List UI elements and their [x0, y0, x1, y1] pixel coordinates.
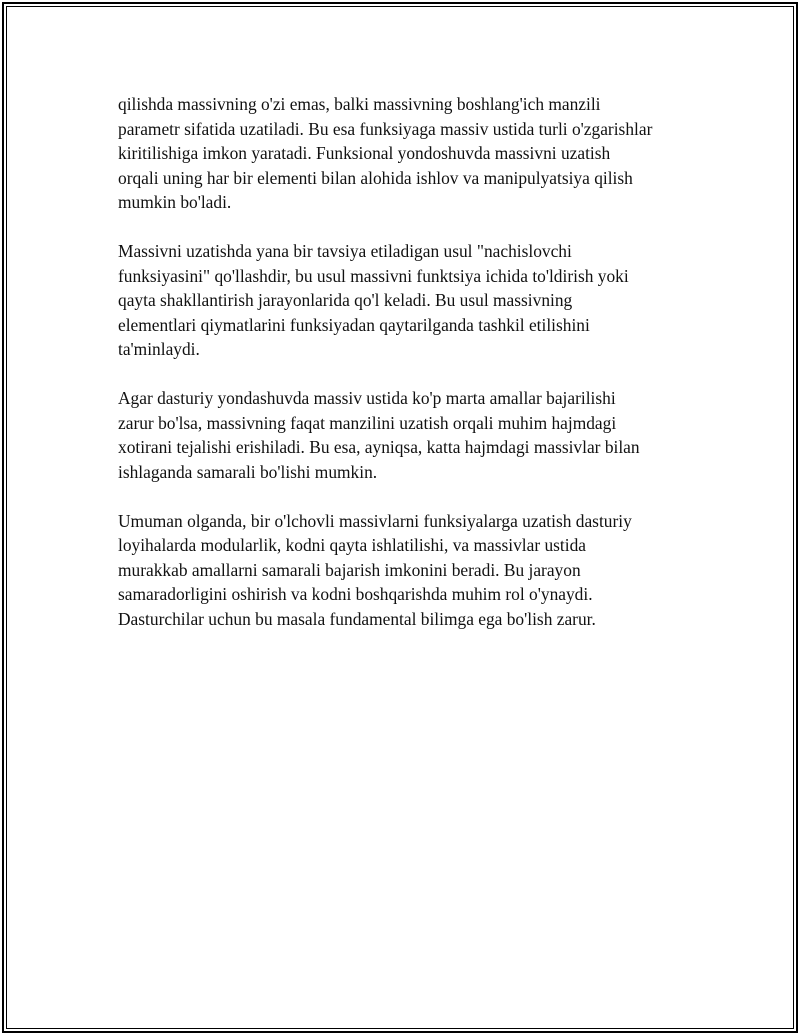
text-line: ishlaganda samarali bo'lishi mumkin. — [118, 461, 378, 482]
text-line: samaradorligini oshirish va kodni boshqarishda muhim rol o'ynaydi. — [118, 584, 593, 604]
paragraph-3 — [118, 386, 708, 484]
text-line: kiritilishiga imkon yaratadi. Funksional yondoshuvda massivni uzatish — [118, 143, 611, 163]
text-line: elementlari qiymatlarini funksiyadan qaytarilganda tashkil etilishini — [118, 314, 590, 335]
paragraph-1 — [118, 92, 708, 215]
paragraph-4 — [118, 509, 708, 632]
text-line: qayta shakllantirish jarayonlarida qo'l keladi. Bu usul massivning — [118, 290, 573, 310]
text-line: murakkab amallarni samarali bajarish imkonini beradi. Bu jarayon — [118, 559, 581, 580]
text-line: ta'minlaydi. — [118, 339, 200, 359]
text-line: funksiyasini" qo'llashdir, bu usul massivni funktsiya ichida to'ldirish yoki — [118, 265, 629, 286]
text-line: mumkin bo'ladi. — [118, 192, 232, 212]
text-line: zarur bo'lsa, massivning faqat manzilini uzatish orqali muhim hajmdagi — [118, 412, 617, 433]
text-line: Umuman olganda, bir o'lchovli massivlarni funksiyalarga uzatish dasturiy — [118, 510, 632, 531]
text-line: loyihalarda modularlik, kodni qayta ishlatilishi, va massivlar ustida — [118, 535, 587, 555]
text-line: qilishda massivning o'zi emas, balki massivning boshlang'ich manzili — [118, 94, 601, 114]
text-line: Massivni uzatishda yana bir tavsiya etiladigan usul "nachislovchi — [118, 241, 572, 261]
paragraph-2 — [118, 239, 708, 362]
text-line: parametr sifatida uzatiladi. Bu esa funksiyaga massiv ustida turli o'zgarishlar — [118, 118, 653, 139]
text-line: Dasturchilar uchun bu masala fundamental bilimga ega bo'lish zarur. — [118, 608, 596, 629]
text-line: xotirani tejalishi erishiladi. Bu esa, ayniqsa, katta hajmdagi massivlar bilan — [118, 437, 640, 457]
text-line: Agar dasturiy yondashuvda massiv ustida ko'p marta amallar bajarilishi — [118, 388, 616, 408]
text-line: orqali uning har bir elementi bilan alohida ishlov va manipulyatsiya qilish — [118, 167, 633, 188]
document-body — [118, 92, 708, 656]
